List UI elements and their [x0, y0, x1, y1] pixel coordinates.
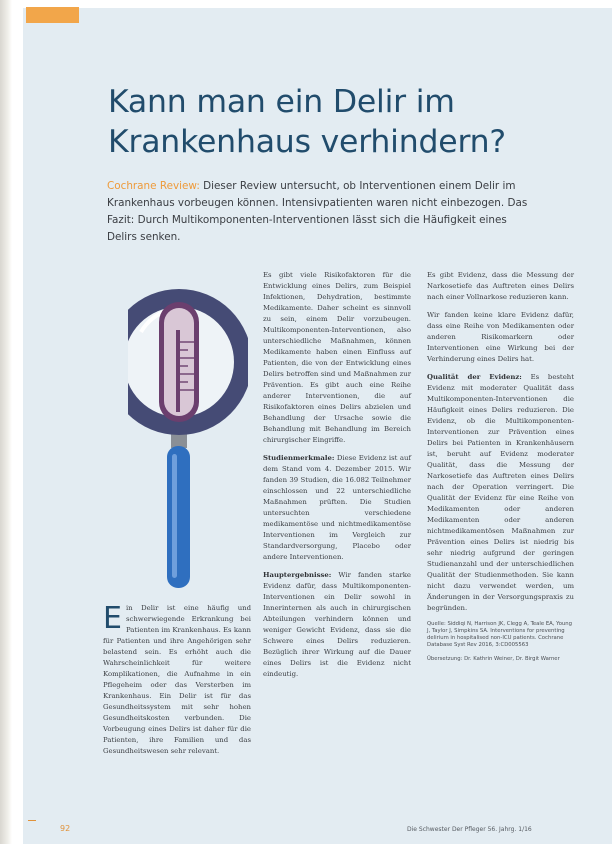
magnifier-thermometer-illustration — [128, 286, 248, 592]
text-column-2 — [263, 270, 411, 687]
section-tab — [26, 7, 79, 23]
article-title: Kann man ein Delir im Krankenhaus verhindern? — [108, 84, 506, 160]
drop-cap: E — [103, 601, 122, 636]
quality-text: Es besteht Evidenz mit moderater Qualität dass Multikomponenten-Interventionen die Häufigkeit eines Delirs reduzieren. Die Evidenz, ob die Multikomponenten-Interventionen zur Prävention eines Delirs bei Patienten in Krankenhäusern ist, beruht auf Evidenz moderater Qualität, dass die Messung der Narkosetiefe das Auftreten eines Delirs nach der Operation verringert. Die Qualität der Evidenz für eine Reihe von Medikamenten oder anderen Medikamenten oder anderen nichtmedikamentösen Maßnahmen zur Prävention eines Delirs ist niedrig bis sehr niedrig aufgrund der geringen Studienanzahl und der unterschiedlichen Qualität der Studienmethoden. Sie kann nicht dazu verwendet werden, um Änderungen in der Versorgungspraxis zu begründen. — [427, 373, 574, 612]
study-paragraph — [263, 453, 411, 563]
page-number: 92 — [60, 824, 71, 833]
journal-footer: Die Schwester Der Pfleger 56. Jahrg. 1/16 — [407, 826, 532, 833]
magnifier-neck — [171, 434, 187, 448]
results-text: Wir fanden starke Evidenz dafür, dass Multikomponenten-Interventionen ein Delir sowohl in Innerinternen als auch in chirurgischen Abteilungen verhindern können und weniger Gewicht Evidenz, dass sie die Schwere eines Delirs reduzieren. Bezüglich ihrer Wirkung auf die Dauer eines Delirs ist die Evidenz nicht eindeutig. — [263, 571, 411, 678]
magnifier-handle — [167, 446, 190, 588]
background-paragraph: Es gibt viele Risikofaktoren für die Entwicklung eines Delirs, zum Beispiel Infektionen, Dehydration, bestimmte Medikamente. Daher scheint es sinnvoll zu sein, einem Delir vorzubeugen. Multikomponenten-Interventionen, also unterschiedliche Maßnahmen, können Medikamente haben einen Einfluss auf Patienten, die von der Entwicklung eines Delirs betroffen sind und Maßnahmen zur Prävention. Es gibt auch eine Reihe anderer Interventionen, die auf Risikofaktoren eines Delirs abzielen und Behandlung der Ursache sowie die Behandlung mit Behandlung im Bereich chirurgischer Eingriffe. — [263, 271, 411, 444]
medication-paragraph: Wir fanden keine klare Evidenz dafür, dass eine Reihe von Medikamenten oder anderen Risikomarkern oder Interventionen eine Wirkung bei der Verhinderung eines Delirs hat. — [427, 311, 574, 363]
results-heading: Hauptergebnisse: — [263, 571, 332, 579]
text-column-3 — [427, 270, 574, 670]
intro-text: in Delir ist eine häufig und schwerwiegende Erkrankung bei Patienten im Krankenhaus. Es kann für Patienten und ihre Angehörigen sehr belastend sein. Es erhöht auch die Wahrscheinlichkeit für weitere Komplikationen, die Aufnahme in ein Pflegeheim oder das Versterben im Krankenhaus. Ein Delir ist für das Gesundheitssystem mit sehr hohen Gesundheitskosten verbunden. Die Vorbeugung eines Delirs ist daher für die Patienten, ihre Familien und das Gesundheitswesen sehr relevant. — [103, 604, 251, 755]
study-text: Diese Evidenz ist auf dem Stand vom 4. Dezember 2015. Wir fanden 39 Studien, die 16.082 Teilnehmer einschlossen und 22 unterschiedliche Maßnahmen prüften. Die Studien untersuchten verschiedene medikamentöse und nichtmedikamentöse Interventionen im Vergleich zur Standardversorgung, Placebo oder andere Interventionen. — [263, 454, 411, 561]
page-spine-shadow — [0, 0, 12, 844]
results-paragraph — [263, 570, 411, 680]
thermometer-column — [176, 330, 180, 412]
magnifier-handle-highlight — [172, 454, 177, 578]
lead-keyword: Cochrane Review: — [107, 180, 200, 192]
quality-heading: Qualität der Evidenz: — [427, 373, 522, 381]
article-lead — [107, 178, 537, 246]
source-citation: Quelle: Siddiqi N, Harrison JK, Clegg A, Teale EA, Young J, Taylor J, Simpkins SA. Interventions for preventing delirium in hospitalised non-ICU patients. Cochrane Database Syst Rev 2016, 3:CD005563 — [427, 621, 573, 648]
intro-paragraph — [103, 603, 251, 757]
text-column-1 — [103, 603, 251, 764]
section-tab-label — [26, 7, 79, 15]
anaesthesia-paragraph: Es gibt Evidenz, dass die Messung der Narkosetiefe das Auftreten eines Delirs nach einer Vollnarkose reduzieren kann. — [427, 271, 574, 301]
footer-rule — [28, 820, 36, 821]
translation-credit: Übersetzung: Dr. Kathrin Weiner, Dr. Birgit Warner — [427, 656, 560, 662]
magnifier-icon — [128, 286, 248, 592]
study-heading: Studienmerkmale: — [263, 454, 335, 462]
quality-paragraph — [427, 372, 574, 614]
lead-text: Dieser Review untersucht, ob Interventionen einem Delir im Krankenhaus vorbeugen können. Intensivpatienten waren nicht einbezogen. Das Fazit: Durch Multikomponenten-Interventionen lässt sich die Häufigkeit eines Delirs senken. — [107, 180, 528, 243]
